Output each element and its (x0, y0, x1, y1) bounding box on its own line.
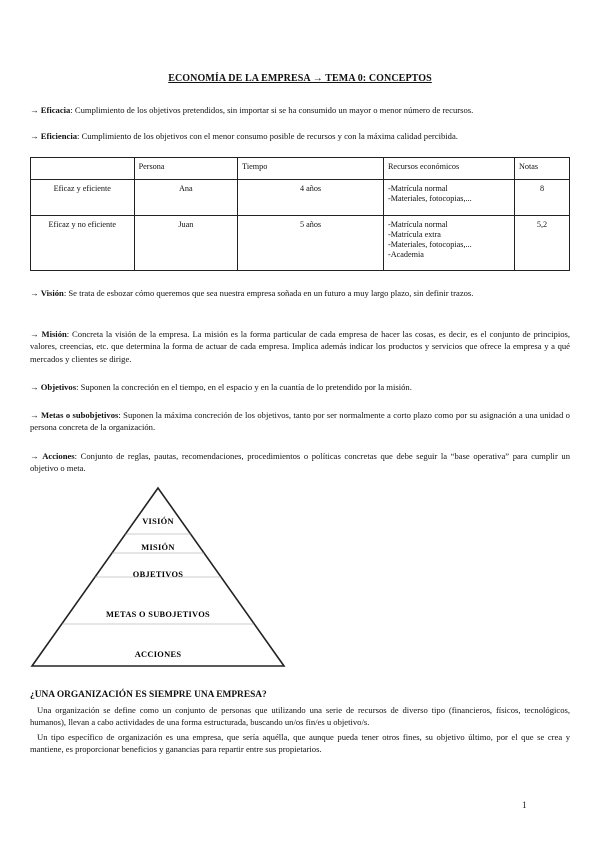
table-cell-tiempo: 4 años (238, 180, 384, 216)
table-row (31, 216, 570, 271)
table-cell-recursos (383, 216, 514, 271)
definition-eficiencia (30, 130, 570, 142)
term-acciones: Acciones (42, 451, 75, 461)
arrow-icon: → (30, 131, 39, 141)
recurso-item: -Matrícula extra (387, 230, 441, 239)
section-paragraph-2: Un tipo específico de organización es una empresa, que sería aquélla, que aunque pueda tener otros fines, su objetivo último, por el que se crea y mantiene, es proporcionar beneficios y ganancias para repartir entre sus propietarios. (30, 732, 570, 755)
arrow-icon: → (30, 410, 39, 420)
definition-mision (30, 328, 570, 365)
arrow-icon: → (30, 451, 39, 461)
definition-vision (30, 287, 570, 299)
recurso-item: -Matrícula normal (387, 220, 448, 229)
text-objetivos: : Suponen la concreción en el tiempo, en el espacio y en la cuantía de lo pretendido por la misión. (76, 382, 412, 392)
term-metas: Metas o subobjetivos (41, 410, 119, 420)
recurso-item: -Materiales, fotocopias,... (387, 194, 472, 203)
term-eficiencia: Eficiencia (40, 131, 78, 141)
pyramid-level-vision: VISIÓN (142, 517, 174, 526)
text-eficiencia: : Cumplimiento de los objetivos con el menor consumo posible de recursos y con la máxima calidad percibida. (77, 131, 458, 141)
table-cell-label: Eficaz y eficiente (31, 180, 135, 216)
pyramid-level-acciones: ACCIONES (134, 650, 182, 659)
term-objetivos: Objetivos (40, 382, 77, 392)
table-header: Notas (515, 158, 570, 180)
definition-metas (30, 409, 570, 434)
table-cell-nota: 5,2 (515, 216, 570, 271)
table-header: Tiempo (238, 158, 384, 180)
text-eficacia: : Cumplimiento de los objetivos pretendidos, sin importar si se ha consumido un mayor o menor número de recursos. (70, 105, 474, 115)
table-cell-persona: Ana (134, 180, 238, 216)
table-header-row (31, 158, 570, 180)
table-cell-nota: 8 (515, 180, 570, 216)
table-header: Recursos económicos (383, 158, 514, 180)
section-heading: ¿UNA ORGANIZACIÓN ES SIEMPRE UNA EMPRESA? (30, 690, 267, 700)
table-header: Persona (134, 158, 238, 180)
term-mision: Misión (41, 329, 67, 339)
text-metas: : Suponen la máxima concreción de los objetivos, tanto por ser normalmente a corto plazo como por su asignación a una unidad o persona concreta de la organización. (30, 410, 570, 433)
text-vision: : Se trata de esbozar cómo queremos que sea nuestra empresa soñada en un futuro a muy largo plazo, sin definir trazos. (63, 288, 474, 298)
table-cell-label: Eficaz y no eficiente (31, 216, 135, 271)
efficiency-table (30, 157, 570, 271)
table-cell-persona: Juan (134, 216, 238, 271)
recurso-item: -Matrícula normal (387, 184, 448, 193)
text-acciones: : Conjunto de reglas, pautas, recomendaciones, procedimientos o políticas concretas que debe seguir la “base operativa” para cumplir un objetivo o meta. (30, 451, 570, 474)
recurso-item: -Materiales, fotocopias,... (387, 240, 472, 249)
definition-objetivos (30, 381, 570, 393)
term-vision: Visión (40, 288, 64, 298)
term-eficacia: Eficacia (40, 105, 71, 115)
table-cell-recursos (383, 180, 514, 216)
definition-eficacia (30, 104, 570, 116)
page-title: ECONOMÍA DE LA EMPRESA → TEMA 0: CONCEPTOS (168, 73, 432, 84)
pyramid-level-objetivos: OBJETIVOS (132, 570, 184, 579)
arrow-icon: → (30, 382, 39, 392)
pyramid-diagram (30, 486, 294, 670)
recurso-item: -Academia (387, 250, 424, 259)
arrow-icon: → (30, 288, 39, 298)
page-number: 1 (522, 800, 527, 810)
arrow-icon: → (30, 329, 39, 339)
pyramid-level-mision: MISIÓN (141, 543, 175, 552)
table-cell-tiempo: 5 años (238, 216, 384, 271)
arrow-icon: → (30, 105, 39, 115)
definition-acciones (30, 450, 570, 475)
text-mision: : Concreta la visión de la empresa. La misión es la forma particular de cada empresa de hacer las cosas, es decir, es el conjunto de principios, valores, creencias, etc. que determina la forma de actuar de cada empresa. Implica además indicar los productos y servicios que ofrece la empresa y a qué mercados y clientes se dirige. (30, 329, 570, 364)
table-header (31, 158, 135, 180)
pyramid-level-metas: METAS O SUBOJETIVOS (105, 610, 211, 619)
section-paragraph-1: Una organización se define como un conjunto de personas que utilizando una serie de recursos de diverso tipo (financieros, físicos, tecnológicos, humanos), llevan a cabo actividades de una forma estructurada, buscando un/os fin/es u objetivo/s. (30, 705, 570, 728)
table-row (31, 180, 570, 216)
